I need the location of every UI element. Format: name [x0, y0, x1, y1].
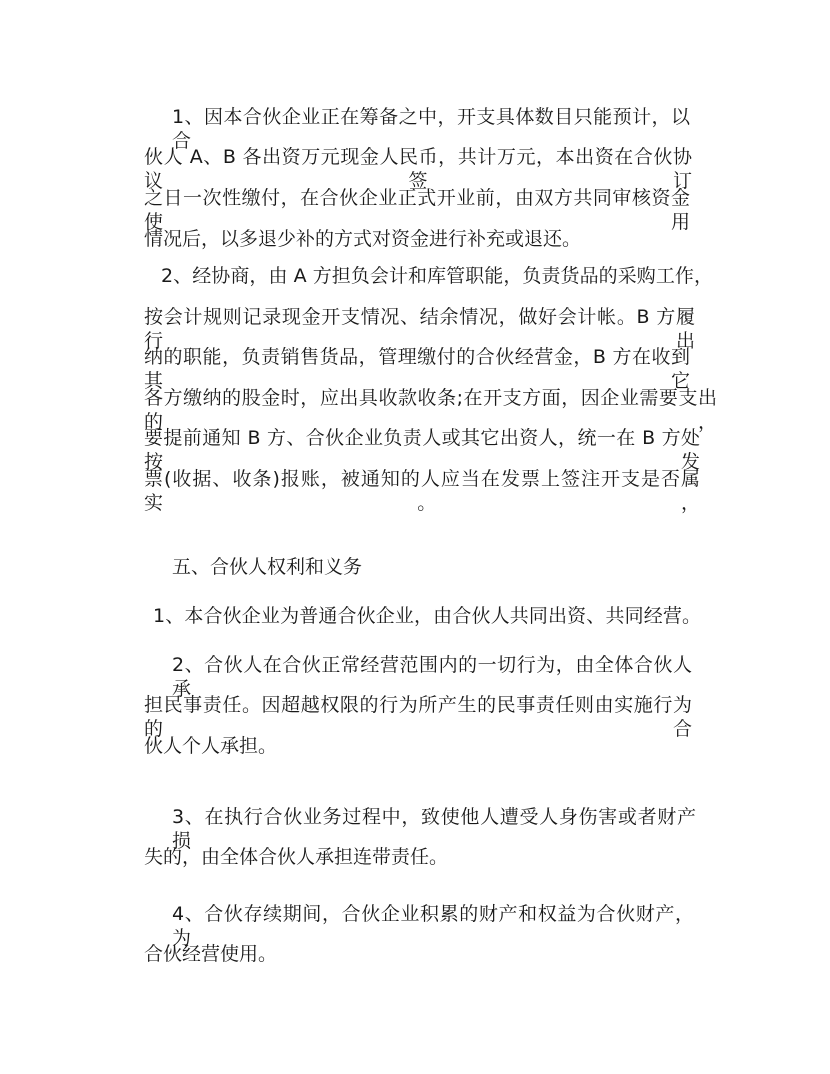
paragraph-2-line-5: 要提前通知 B 方、合伙企业负责人或其它出资人，统一在 B 方处按发	[144, 427, 700, 473]
paragraph-1-line-2: 伙人 A、B 各出资万元现金人民币，共计万元，本出资在合伙协议签订	[144, 146, 692, 192]
paragraph-4-line-2: 担民事责任。因超越权限的行为所产生的民事责任则由实施行为的合	[144, 694, 692, 740]
paragraph-2-line-6: 票(收据、收条)报账，被通知的人应当在发票上签注开支是否属实。，	[144, 468, 700, 514]
paragraph-1-line-1: 1、因本合伙企业正在筹备之中，开支具体数目只能预计，以合	[172, 106, 690, 152]
paragraph-1-line-4: 情况后，以多退少补的方式对资金进行补充或退还。	[144, 228, 582, 250]
paragraph-4-line-3: 伙人个人承担。	[144, 735, 278, 757]
paragraph-5-line-2: 失的，由全体合伙人承担连带责任。	[144, 846, 449, 868]
paragraph-2-line-4: 各方缴纳的股金时，应出具收款收条;在开支方面，因企业需要支出的，	[144, 387, 717, 433]
paragraph-2-line-2: 按会计规则记录现金开支情况、结余情况，做好会计帐。B 方履行出	[144, 306, 695, 352]
paragraph-5-line-1: 3、在执行合伙业务过程中，致使他人遭受人身伤害或者财产损	[172, 806, 696, 852]
paragraph-2-line-1: 2、经协商，由 A 方担负会计和库管职能，负责货品的采购工作，	[161, 265, 713, 287]
paragraph-6-line-1: 4、合伙存续期间，合伙企业积累的财产和权益为合伙财产，为	[172, 903, 694, 949]
paragraph-1-line-3: 之日一次性缴付，在合伙企业正式开业前，由双方共同审核资金使用	[144, 187, 690, 233]
paragraph-3-line-1: 1、本合伙企业为普通合伙企业，由合伙人共同出资、共同经营。	[153, 605, 701, 627]
section-heading: 五、合伙人权利和义务	[172, 556, 363, 578]
paragraph-4-line-1: 2、合伙人在合伙正常经营范围内的一切行为，由全体合伙人承	[172, 654, 692, 700]
paragraph-2-line-3: 纳的职能，负责销售货品，管理缴付的合伙经营金，B 方在收到其它	[144, 346, 690, 392]
paragraph-6-line-2: 合伙经营使用。	[144, 943, 278, 965]
